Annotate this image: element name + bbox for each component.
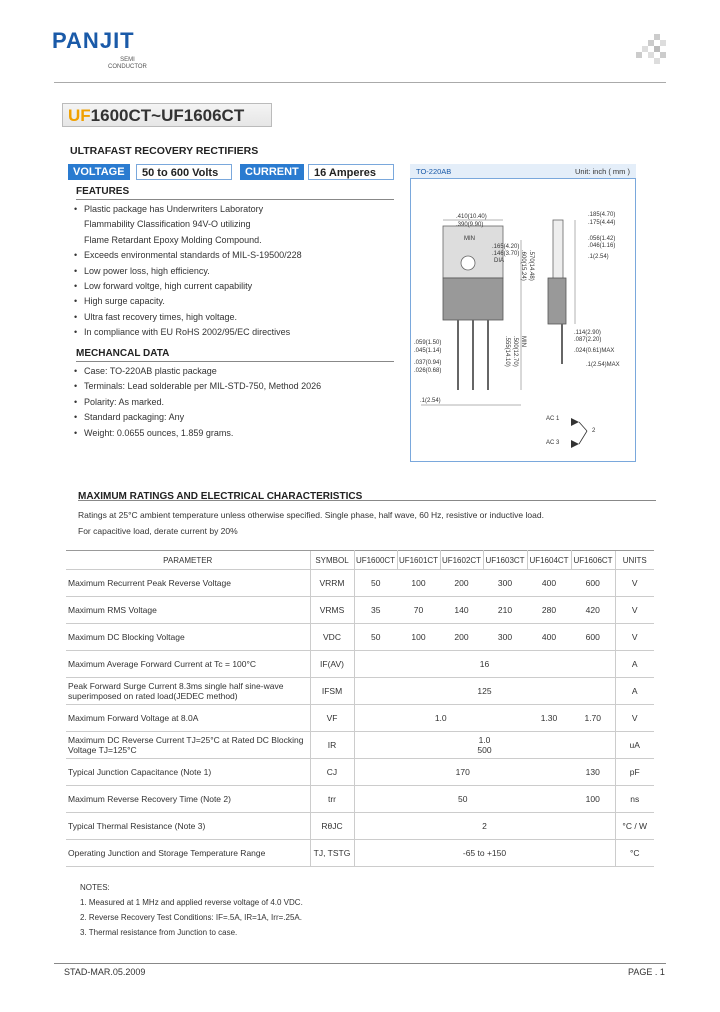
notes xyxy=(80,880,303,940)
symbol-cell: VRMS xyxy=(310,597,354,624)
symbol-cell: VDC xyxy=(310,624,354,651)
feature-item: Flammability Classification 94V-O utilizing xyxy=(84,219,251,230)
mechanical-list xyxy=(74,364,404,441)
param-cell: Maximum Forward Voltage at 8.0A xyxy=(66,705,310,732)
table-row xyxy=(66,786,654,813)
pin-label: AC xyxy=(546,440,555,446)
package-unit: Unit: inch ( mm ) xyxy=(574,167,630,176)
dim-label: .045(1.14) xyxy=(414,348,442,354)
mechanical-item: • Terminals: Lead solderable per MIL-STD-750, Method 2026 xyxy=(74,379,404,394)
brand-main: PAN xyxy=(52,28,100,53)
symbol-cell: IR xyxy=(310,732,354,759)
value-cell: 400 xyxy=(527,624,571,651)
mechanical-item: • Standard packaging: Any xyxy=(74,410,404,425)
lead-3 xyxy=(487,320,489,390)
table-row xyxy=(66,678,654,705)
brand-logo xyxy=(52,30,135,52)
feature-item: • Low power loss, high efficiency. xyxy=(74,264,404,279)
footer-rule xyxy=(54,963,666,964)
feature-item: • In compliance with EU RoHS 2002/95/EC directives xyxy=(74,325,404,340)
table-row xyxy=(66,840,654,867)
value-cell: -65 to +150 xyxy=(354,840,615,867)
dim-label: .046(1.16) xyxy=(588,243,616,249)
value-cell: 400 xyxy=(527,570,571,597)
dim-label: .024(0.61)MAX xyxy=(574,348,615,354)
features-heading: FEATURES xyxy=(76,186,394,200)
value-cell: 140 xyxy=(440,597,483,624)
value-line: 500 xyxy=(477,745,492,755)
col-uf1600: UF1600CT xyxy=(354,551,397,570)
note-item: 3. Thermal resistance from Junction to case. xyxy=(80,928,238,937)
param-cell: Maximum DC Blocking Voltage xyxy=(66,624,310,651)
mechanical-item: • Weight: 0.0655 ounces, 1.859 grams. xyxy=(74,426,404,441)
lead-2 xyxy=(472,320,474,390)
table-row xyxy=(66,651,654,678)
symbol-cell: IFSM xyxy=(310,678,354,705)
value-cell: 16 xyxy=(354,651,615,678)
value-cell: 420 xyxy=(571,597,615,624)
ratings-rule xyxy=(78,500,656,501)
value-cell: 35 xyxy=(354,597,397,624)
value-cell: 125 xyxy=(354,678,615,705)
value-cell: 200 xyxy=(440,624,483,651)
diode-1-icon xyxy=(571,418,579,426)
col-symbol: SYMBOL xyxy=(310,551,354,570)
param-cell: Maximum Recurrent Peak Reverse Voltage xyxy=(66,570,310,597)
pin-number: 2 xyxy=(592,428,596,434)
lead-1 xyxy=(457,320,459,390)
pin-number: 3 xyxy=(556,440,560,446)
ratings-note-1: Ratings at 25°C ambient temperature unless otherwise specified. Single phase, half wave, 60 Hz, resistive or inductive load. xyxy=(78,510,544,520)
value-cell: 300 xyxy=(483,624,527,651)
package-header xyxy=(410,164,636,179)
side-tab xyxy=(553,220,563,280)
brand-sub1: SEMI xyxy=(120,57,135,63)
ratings-table xyxy=(66,550,654,867)
mechanical-heading: MECHANCAL DATA xyxy=(76,348,394,362)
value-cell: 130 xyxy=(571,759,615,786)
feature-item: • Ultra fast recovery times, high voltage. xyxy=(74,310,404,325)
unit-cell: A xyxy=(615,678,654,705)
table-row xyxy=(66,759,654,786)
table-row xyxy=(66,705,654,732)
mechanical-item: • Case: TO-220AB plastic package xyxy=(74,364,404,379)
dim-label: MIN xyxy=(520,336,526,347)
table-header-row xyxy=(66,551,654,570)
dim-label: .026(0.68) xyxy=(414,368,442,374)
diode-2-icon xyxy=(571,440,579,448)
dim-label: .037(0.94) xyxy=(414,360,442,366)
unit-cell: V xyxy=(615,705,654,732)
value-cell: 100 xyxy=(397,624,440,651)
unit-cell: pF xyxy=(615,759,654,786)
param-cell: Maximum Reverse Recovery Time (Note 2) xyxy=(66,786,310,813)
voltage-label: VOLTAGE xyxy=(68,164,130,180)
ratings-heading: MAXIMUM RATINGS AND ELECTRICAL CHARACTERISTICS xyxy=(78,491,363,502)
param-cell: Maximum RMS Voltage xyxy=(66,597,310,624)
param-cell: Typical Junction Capacitance (Note 1) xyxy=(66,759,310,786)
dim-label: .570(14.48) xyxy=(528,250,534,281)
side-lead xyxy=(561,324,563,364)
package-name: TO-220AB xyxy=(416,167,452,176)
dim-label: DIA xyxy=(494,258,505,264)
unit-cell: V xyxy=(615,597,654,624)
dim-label: .087(2.20) xyxy=(574,337,602,343)
mechanical-item: • Polarity: As marked. xyxy=(74,395,404,410)
table-row xyxy=(66,570,654,597)
table-row xyxy=(66,597,654,624)
side-body xyxy=(548,278,566,324)
unit-cell: V xyxy=(615,570,654,597)
page-title xyxy=(68,106,244,126)
dim-label: .600(15.24) xyxy=(520,250,526,281)
dim-label: .390(9.90) xyxy=(456,222,484,228)
symbol-cell: TJ, TSTG xyxy=(310,840,354,867)
dim-label: .410(10.40) xyxy=(456,214,487,220)
dim-label: .056(1.42) xyxy=(588,236,616,242)
value-cell: 100 xyxy=(397,570,440,597)
value-cell: 600 xyxy=(571,570,615,597)
dim-label: .500(12.70) xyxy=(512,336,518,367)
value-cell: 200 xyxy=(440,570,483,597)
notes-heading: NOTES: xyxy=(80,883,110,892)
col-uf1603: UF1603CT xyxy=(483,551,527,570)
unit-cell: ns xyxy=(615,786,654,813)
feature-item: • Low forward voltge, high current capability xyxy=(74,279,404,294)
current-label: CURRENT xyxy=(240,164,304,180)
note-item: 1. Measured at 1 MHz and applied reverse voltage of 4.0 VDC. xyxy=(80,898,303,907)
symbol-cell: trr xyxy=(310,786,354,813)
ratings-note-2: For capacitive load, derate current by 20% xyxy=(78,526,238,536)
col-parameter: PARAMETER xyxy=(66,551,310,570)
col-uf1601: UF1601CT xyxy=(397,551,440,570)
value-cell: 50 xyxy=(354,786,571,813)
unit-cell: A xyxy=(615,651,654,678)
dim-label: .555(14.10) xyxy=(504,336,510,367)
table-row xyxy=(66,813,654,840)
param-cell: Typical Thermal Resistance (Note 3) xyxy=(66,813,310,840)
symbol-cell: VRRM xyxy=(310,570,354,597)
decorative-dots xyxy=(636,34,666,64)
value-cell: 50 xyxy=(354,624,397,651)
dim-label: .1(2.54)MAX xyxy=(586,362,620,368)
features-list xyxy=(74,202,404,341)
col-uf1604: UF1604CT xyxy=(527,551,571,570)
current-value: 16 Amperes xyxy=(308,164,394,180)
feature-item: • Exceeds environmental standards of MIL-S-19500/228 xyxy=(74,248,404,263)
table-row xyxy=(66,624,654,651)
pin-number: 1 xyxy=(556,416,560,422)
value-cell: 1.70 xyxy=(571,705,615,732)
value-cell: 1.0 xyxy=(354,705,527,732)
unit-cell: uA xyxy=(615,732,654,759)
dim-label: .146(3.70) xyxy=(492,251,520,257)
dim-label: .185(4.70) xyxy=(588,212,616,218)
subtitle: ULTRAFAST RECOVERY RECTIFIERS xyxy=(70,145,259,157)
top-rule xyxy=(54,82,666,83)
note-item: 2. Reverse Recovery Test Conditions: IF=.5A, IR=1A, Irr=.25A. xyxy=(80,913,302,922)
value-cell: 170 xyxy=(354,759,571,786)
brand-sub2: CONDUCTOR xyxy=(108,64,147,70)
feature-item: • High surge capacity. xyxy=(74,294,404,309)
symbol-cell: VF xyxy=(310,705,354,732)
param-cell: Maximum DC Reverse Current TJ=25°C at Rated DC Blocking Voltage TJ=125°C xyxy=(66,732,310,759)
value-cell: 300 xyxy=(483,570,527,597)
symbol-cell: RθJC xyxy=(310,813,354,840)
value-cell: 600 xyxy=(571,624,615,651)
title-rest: 1600CT~UF1606CT xyxy=(90,106,245,125)
brand-accent: JIT xyxy=(99,28,135,53)
dim-label: .1(2.54) xyxy=(588,254,609,260)
value-cell: 2 xyxy=(354,813,615,840)
value-cell: 70 xyxy=(397,597,440,624)
value-cell: 100 xyxy=(571,786,615,813)
brand-subtitle xyxy=(108,57,147,71)
value-line: 1.0 xyxy=(478,735,491,745)
unit-cell: V xyxy=(615,624,654,651)
param-cell: Maximum Average Forward Current at Tc = 100°C xyxy=(66,651,310,678)
col-units: UNITS xyxy=(615,551,654,570)
feature-item: Flame Retardant Epoxy Molding Compound. xyxy=(84,234,262,245)
dim-label: .059(1.50) xyxy=(414,340,442,346)
dim-label: MIN xyxy=(464,236,475,242)
param-cell: Operating Junction and Storage Temperature Range xyxy=(66,840,310,867)
col-uf1606: UF1606CT xyxy=(571,551,615,570)
feature-item: • Plastic package has Underwriters Laboratory xyxy=(74,202,404,217)
value-cell: 1.30 xyxy=(527,705,571,732)
dim-label: .175(4.44) xyxy=(588,220,616,226)
symbol-cell: IF(AV) xyxy=(310,651,354,678)
dim-label: .114(2.90) xyxy=(574,330,601,336)
mounting-hole xyxy=(461,256,475,270)
package-body xyxy=(443,278,503,320)
value-cell: 210 xyxy=(483,597,527,624)
symbol-cell: CJ xyxy=(310,759,354,786)
value-cell: 50 xyxy=(354,570,397,597)
dim-label: .1(2.54) xyxy=(420,398,441,404)
table-row xyxy=(66,732,654,759)
col-uf1602: UF1602CT xyxy=(440,551,483,570)
footer-date: STAD-MAR.05.2009 xyxy=(64,967,146,977)
footer-page: PAGE . 1 xyxy=(628,967,665,977)
voltage-value: 50 to 600 Volts xyxy=(136,164,232,180)
unit-cell: °C xyxy=(615,840,654,867)
unit-cell: °C / W xyxy=(615,813,654,840)
value-cell xyxy=(354,732,615,759)
pin-label: AC xyxy=(546,416,555,422)
title-prefix: UF xyxy=(68,106,91,125)
value-cell: 280 xyxy=(527,597,571,624)
dim-label: .165(4.20) xyxy=(492,244,520,250)
param-cell: Peak Forward Surge Current 8.3ms single half sine-wave superimposed on rated load(JEDEC method) xyxy=(66,678,310,705)
